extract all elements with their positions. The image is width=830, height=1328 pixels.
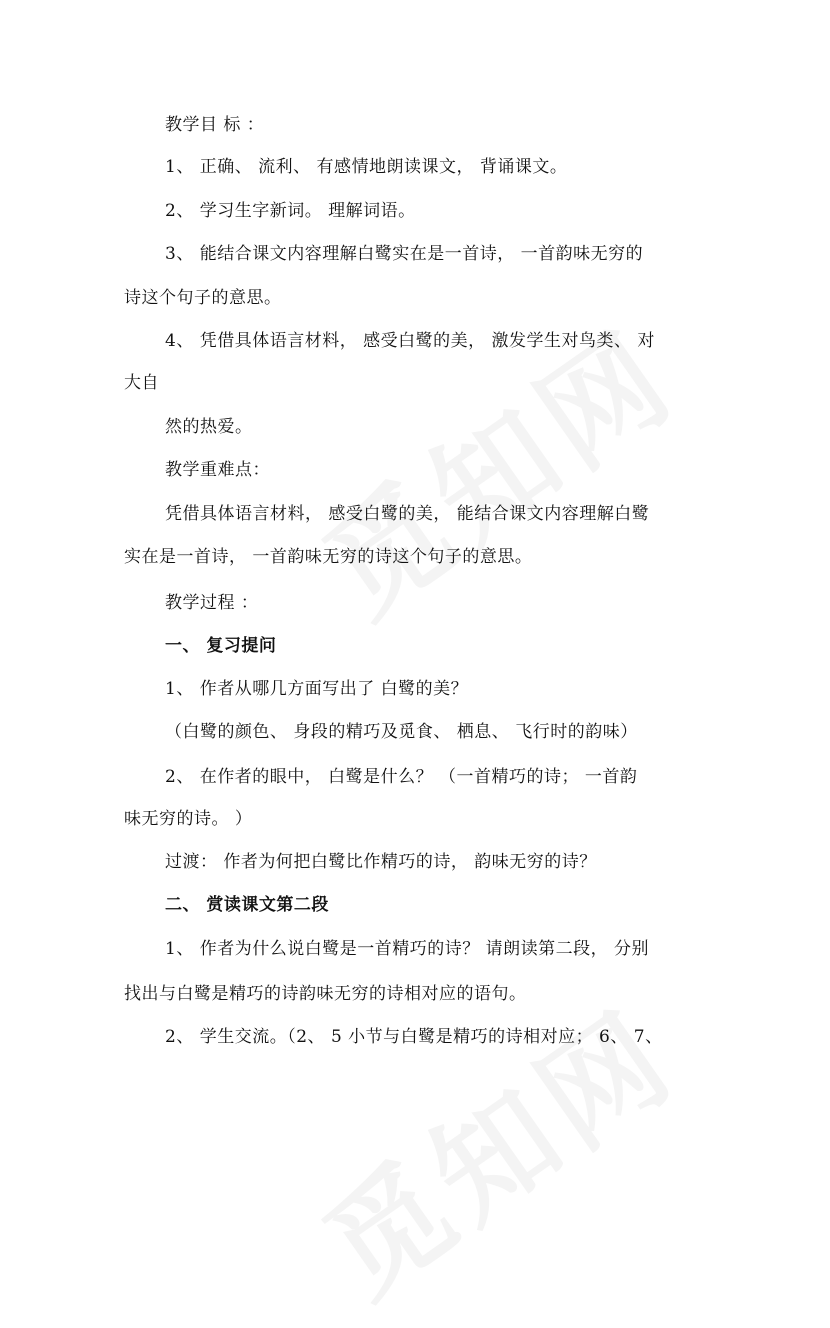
item-1-line-1: 1、 作者为什么说白鹭是一首精巧的诗？ 请朗读第二段， 分别 [165,939,650,959]
watermark-bottom [286,964,704,1328]
objective-3-line-1: 3、 能结合课文内容理解白鹭实在是一首诗， 一首韵味无穷的 [165,244,644,264]
objective-2: 2、 学习生字新词。 理解词语。 [165,201,416,221]
section-2-heading: 二、 赏读课文第二段 [165,895,329,915]
objective-4-line-1: 4、 凭借具体语言材料， 感受白鹭的美， 激发学生对鸟类、 对 [165,331,655,351]
key-points-heading: 教学重难点： [165,460,270,480]
answer-1: （白鹭的颜色、 身段的精巧及觅食、 栖息、 飞行时的韵味） [165,722,638,742]
key-points-line-1: 凭借具体语言材料， 感受白鹭的美， 能结合课文内容理解白鹭 [165,504,650,524]
question-1: 1、 作者从哪几方面写出了 白鹭的美？ [165,679,469,699]
question-2-line-2: 味无穷的诗。 ） [124,809,253,829]
item-1-line-2: 找出与白鹭是精巧的诗韵味无穷的诗相对应的语句。 [124,984,527,1004]
key-points-line-2: 实在是一首诗， 一首韵味无穷的诗这个句子的意思。 [124,547,533,567]
objective-3-line-2: 诗这个句子的意思。 [124,288,282,308]
objective-4-line-2: 大自 [124,373,159,393]
objective-1: 1、 正确、 流利、 有感情地朗读课文， 背诵课文。 [165,157,568,177]
objectives-heading: 教学目 标 ： [165,115,265,135]
question-2-line-1: 2、 在作者的眼中， 白鹭是什么？ （一首精巧的诗； 一首韵 [165,767,638,787]
process-heading: 教学过程 ： [165,593,259,613]
objective-4-line-3: 然的热爱。 [165,417,253,437]
transition: 过渡： 作者为何把白鹭比作精巧的诗， 韵味无穷的诗？ [165,852,597,872]
section-1-heading: 一、 复习提问 [165,636,277,656]
item-2-line-1: 2、 学生交流。（2、 5 小节与白鹭是精巧的诗相对应； 6、 7、 [165,1027,663,1047]
